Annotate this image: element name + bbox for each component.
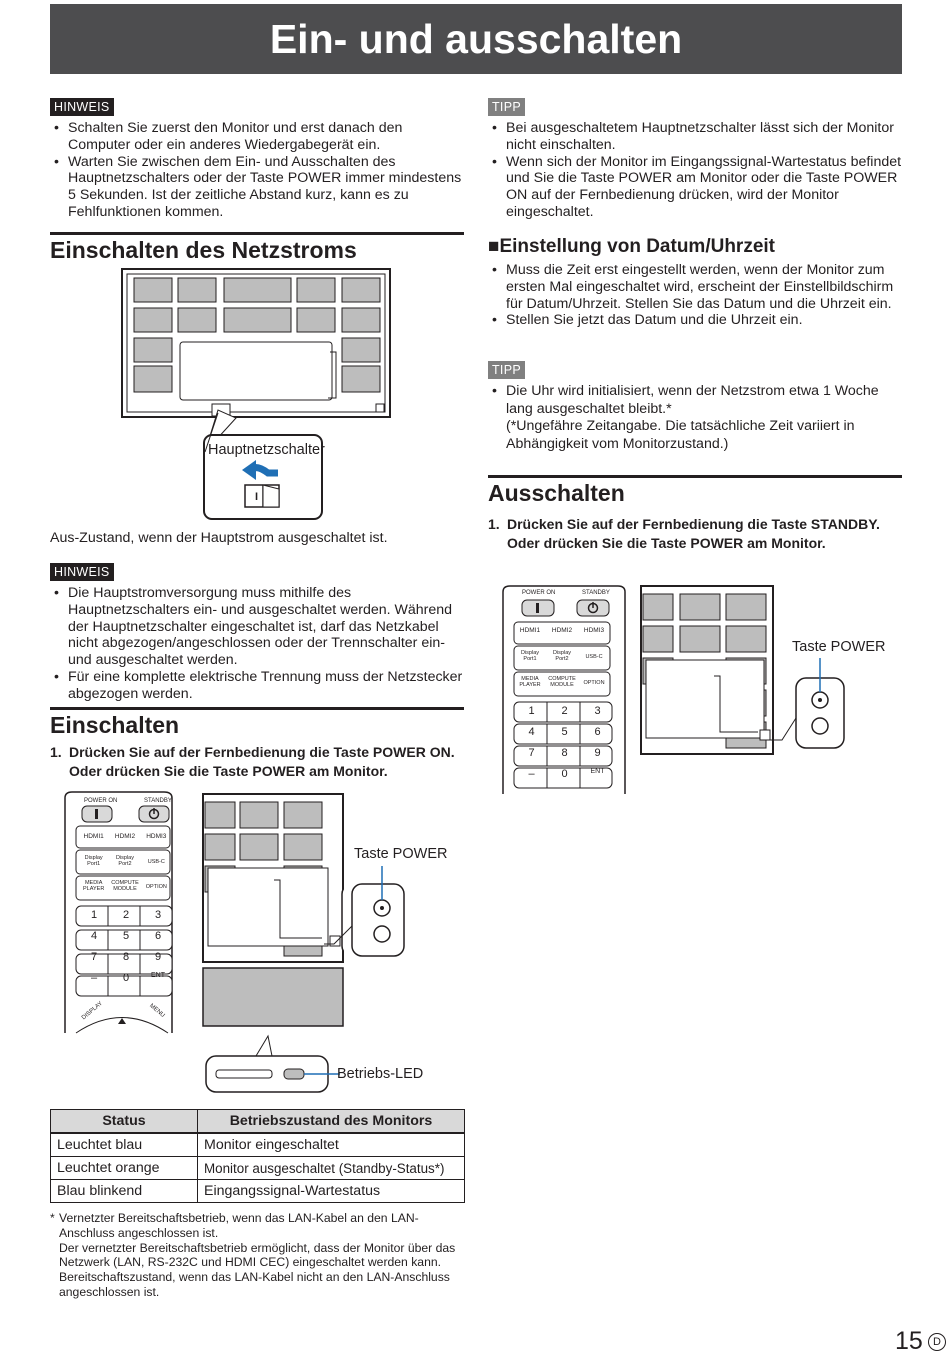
digit-button[interactable]: 9	[154, 951, 162, 963]
table-cell: Eingangssignal-Wartestatus	[198, 1180, 465, 1203]
digit-button[interactable]: –	[90, 972, 98, 984]
switch-mark-label: I	[255, 491, 259, 503]
led-detail-illustration	[200, 1034, 340, 1096]
footnote-mark: *	[50, 1211, 55, 1225]
list-item: • Für eine komplette elektrische Trennung muss der Netzstecker abgezogen werden.	[50, 669, 464, 703]
digit-button[interactable]: 0	[561, 768, 568, 780]
list-item: • Schalten Sie zuerst den Monitor und erst danach den Computer oder ein anderes Wiedergabegerät ein.	[50, 120, 464, 154]
section-heading-ausschalten: Ausschalten	[488, 475, 902, 507]
digit-button[interactable]: 9	[594, 747, 601, 759]
digit-button[interactable]: 6	[594, 726, 601, 738]
language-mark: D	[928, 1333, 946, 1351]
hinweis-list	[50, 585, 464, 703]
displayport1-button[interactable]: Display Port1	[84, 855, 103, 867]
digit-button[interactable]: 0	[122, 972, 130, 984]
power-button-detail-left	[322, 866, 408, 962]
monitor-back-illustration	[120, 268, 395, 524]
footnote-line: Der vernetzter Bereitschaftsbetrieb ermöglicht, dass der Monitor über das Netzwerk (LAN, RS-232C und HDMI CEC) eingeschaltet werden kann.	[59, 1240, 456, 1270]
page-title: Ein- und ausschalten	[50, 4, 902, 74]
remote-row-media	[78, 880, 172, 894]
list-item	[488, 383, 902, 453]
section-heading-netzstrom: Einschalten des Netzstroms	[50, 232, 464, 264]
datetime-heading-text: Einstellung von Datum/Uhrzeit	[499, 236, 776, 257]
caption-aus-zustand: Aus-Zustand, wenn der Hauptstrom ausgeschaltet ist.	[50, 530, 388, 546]
list-item-text: Die Uhr wird initialisiert, wenn der Netzstrom etwa 1 Woche lang ausgeschaltet bleibt.*	[506, 383, 879, 417]
heading-square-marker: ■	[488, 236, 500, 257]
compute-module-button[interactable]: COMPUTE MODULE	[111, 880, 139, 892]
option-button[interactable]: OPTION	[145, 884, 167, 890]
hinweis-list	[50, 120, 464, 221]
section-heading-einschalten: Einschalten	[50, 707, 464, 739]
table-header: Betriebszustand des Monitors	[198, 1110, 465, 1134]
callout-taste-power-left: Taste POWER	[354, 846, 448, 862]
tipp-list	[488, 383, 902, 453]
digit-button[interactable]: 1	[528, 705, 535, 717]
hdmi2-button[interactable]: HDMI2	[551, 627, 573, 634]
callout-betriebs-led: Betriebs-LED	[337, 1066, 424, 1082]
digit-button[interactable]: 2	[561, 705, 568, 717]
status-table	[50, 1109, 465, 1203]
remote-row-hdmi	[78, 833, 172, 840]
step-text: Drücken Sie auf der Fernbedienung die Taste POWER ON. Oder drücken Sie die Taste POWER am Monitor.	[69, 744, 455, 779]
digit-button[interactable]: 3	[154, 909, 162, 921]
table-cell: Monitor ausgeschaltet (Standby-Status*)	[198, 1157, 465, 1180]
hinweis-block-2	[50, 563, 464, 703]
media-player-button[interactable]: MEDIA PLAYER	[83, 880, 105, 892]
footnote-line: Bereitschaftszustand, wenn das LAN-Kabel nicht an den LAN-Anschluss angeschlossen ist.	[59, 1270, 450, 1299]
menu-button-label[interactable]: MENU	[148, 1003, 166, 1019]
power-on-label: POWER ON	[84, 798, 118, 804]
table-cell: Monitor eingeschaltet	[198, 1133, 465, 1157]
digit-button[interactable]: 1	[90, 909, 98, 921]
digit-button[interactable]: 7	[528, 747, 535, 759]
list-item: • Muss die Zeit erst eingestellt werden, wenn der Monitor zum ersten Mal eingeschaltet wird, erscheint der Einstellbildschirm für Datum/Uhrzeit. Stellen Sie das Datum und die Uhrzeit ein.	[488, 262, 902, 312]
hdmi3-button[interactable]: HDMI3	[146, 833, 167, 840]
datetime-heading	[488, 236, 902, 258]
standby-label: STANDBY	[144, 798, 172, 804]
table-row	[51, 1180, 465, 1203]
page-number: 15	[895, 1327, 923, 1355]
footnote-line: Vernetzter Bereitschaftsbetrieb, wenn das LAN-Kabel an den LAN-Anschluss angeschlossen ist.	[59, 1211, 419, 1240]
hinweis-badge: HINWEIS	[50, 563, 114, 581]
list-item: • Bei ausgeschaltetem Hauptnetzschalter lässt sich der Monitor nicht einschalten.	[488, 120, 902, 154]
hinweis-block-1	[50, 98, 464, 221]
table-row	[51, 1133, 465, 1157]
list-item: • Stellen Sie jetzt das Datum und die Uhrzeit ein.	[488, 312, 902, 329]
remote-row-display-right	[514, 650, 610, 664]
usbc-button[interactable]: USB-C	[585, 654, 603, 660]
digit-button[interactable]: 8	[561, 747, 568, 759]
table-cell: Leuchtet blau	[51, 1133, 198, 1157]
table-row	[51, 1157, 465, 1180]
step-number: 1.	[50, 744, 62, 760]
list-item: • Die Hauptstromversorgung muss mithilfe des Hauptnetzschalters ein- und ausgeschaltet werden. Während der Hauptnetzschalter eingeschaltet ist, darf das Netzkabel nicht abgezogen/angeschlossen oder der Trennschalter ein- und ausgeschaltet werden.	[50, 585, 464, 669]
digit-button[interactable]: 4	[528, 726, 535, 738]
remote-row-display	[78, 855, 172, 869]
hdmi2-button[interactable]: HDMI2	[114, 833, 136, 840]
table-header-row	[51, 1110, 465, 1134]
step-number: 1.	[488, 516, 500, 532]
tipp-badge: TIPP	[488, 361, 525, 379]
table-header: Status	[51, 1110, 198, 1134]
compute-module-button[interactable]: COMPUTE MODULE	[548, 676, 576, 688]
standby-label: STANDBY	[582, 590, 610, 596]
power-on-label: POWER ON	[522, 590, 556, 596]
digit-button[interactable]: 2	[122, 909, 130, 921]
digit-button[interactable]: 4	[90, 930, 98, 942]
list-item: • Warten Sie zwischen dem Ein- und Ausschalten des Hauptnetzschalters oder der Taste POWER immer mindestens 5 Sekunden. Ist der zeitliche Abstand kurz, kann es zu Fehlfunktionen kommen.	[50, 154, 464, 221]
tipp-block-1	[488, 98, 902, 221]
hdmi3-button[interactable]: HDMI3	[583, 627, 605, 634]
remote-row-media-right	[514, 676, 610, 690]
callout-hauptnetzschalter: Hauptnetzschalter	[208, 442, 325, 458]
digit-button[interactable]: 6	[154, 930, 162, 942]
datetime-list	[488, 262, 902, 329]
ent-button[interactable]: ENT	[151, 972, 165, 979]
list-item: • Wenn sich der Monitor im Eingangssignal-Wartestatus befindet und Sie die Taste POWER am Monitor oder die Taste POWER ON auf der Fernbedienung drücken, wird der Monitor eingeschaltet.	[488, 154, 902, 221]
displayport2-button[interactable]: Display Port2	[115, 855, 134, 867]
digit-button[interactable]: 5	[122, 930, 130, 942]
display-button-label[interactable]: DISPLAY	[80, 1000, 104, 1022]
tipp-list	[488, 120, 902, 221]
remote-row-hdmi-right	[514, 627, 610, 634]
displayport2-button[interactable]: Display Port2	[552, 650, 572, 662]
step-ausschalten	[488, 515, 883, 552]
hdmi1-button[interactable]: HDMI1	[83, 833, 104, 840]
remote-digit-pad-right	[515, 705, 614, 780]
step-text: Drücken Sie auf der Fernbedienung die Taste STANDBY. Oder drücken Sie die Taste POWER am Monitor.	[507, 516, 880, 551]
hinweis-badge: HINWEIS	[50, 98, 114, 116]
list-item-note: (*Ungefähre Zeitangabe. Die tatsächliche Zeit variiert in Abhängigkeit vom Monitorzustand.)	[506, 418, 855, 452]
digit-button[interactable]: 7	[90, 951, 98, 963]
digit-button[interactable]: 3	[594, 705, 601, 717]
digit-button[interactable]: 5	[561, 726, 568, 738]
table-cell: Blau blinkend	[51, 1180, 198, 1203]
table-cell: Leuchtet orange	[51, 1157, 198, 1180]
media-player-button[interactable]: MEDIA PLAYER	[519, 676, 541, 688]
digit-button[interactable]: –	[528, 768, 535, 780]
callout-taste-power-right: Taste POWER	[792, 639, 886, 655]
option-button[interactable]: OPTION	[583, 680, 605, 686]
footnote	[50, 1211, 460, 1300]
tipp-badge: TIPP	[488, 98, 525, 116]
ent-button[interactable]: ENT	[590, 768, 605, 775]
tipp-block-2	[488, 361, 902, 453]
digit-button[interactable]: 8	[122, 951, 130, 963]
displayport1-button[interactable]: Display Port1	[520, 650, 540, 662]
usbc-button[interactable]: USB-C	[147, 859, 165, 865]
hdmi1-button[interactable]: HDMI1	[519, 627, 541, 634]
step-einschalten	[50, 743, 464, 780]
remote-digit-pad	[78, 909, 174, 984]
